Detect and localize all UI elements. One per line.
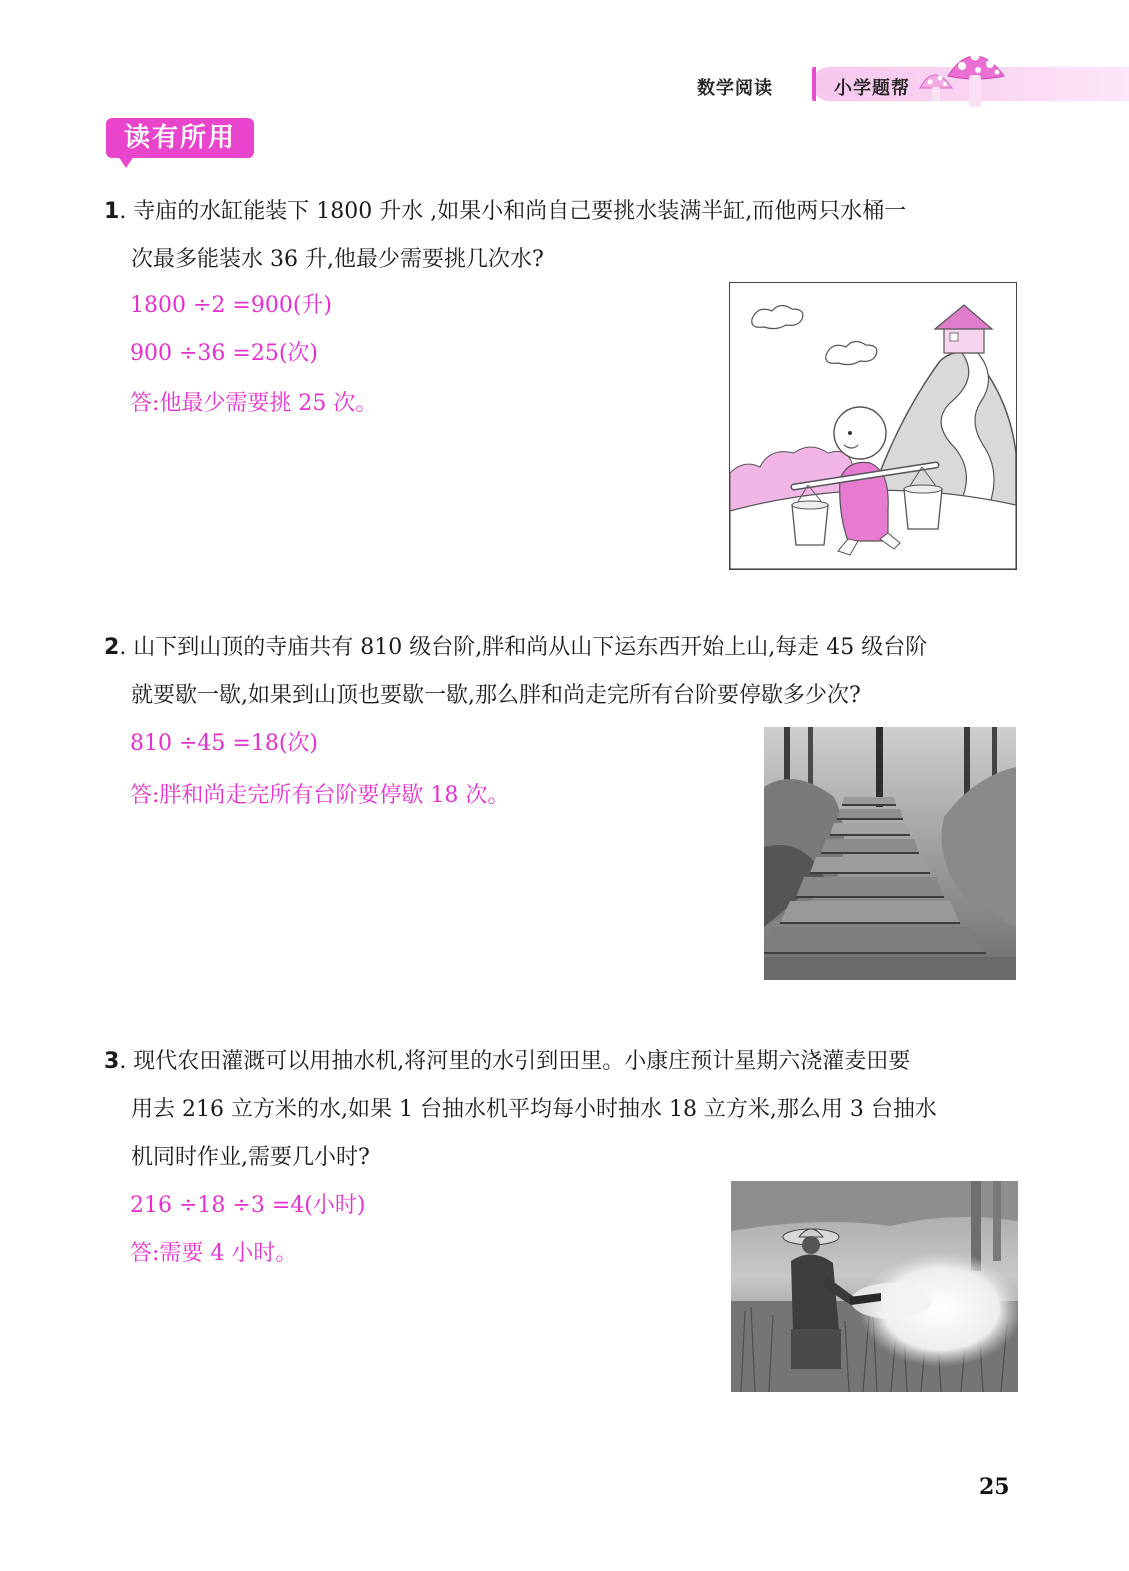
answer-line: 810 ÷45 =18(次) [130, 731, 318, 756]
question-text: 就要歇一歇,如果到山顶也要歇一歇,那么胖和尚走完所有台阶要停歇多少次? [131, 683, 861, 708]
question-2 [104, 624, 1024, 720]
page-number: 25 [979, 1474, 1010, 1500]
mushroom-icon [912, 40, 1012, 112]
question-text: 用去 216 立方米的水,如果 1 台抽水机平均每小时抽水 18 立方米,那么用 3 台抽水 [131, 1097, 937, 1122]
question-number: 2 [104, 635, 120, 660]
question-1 [104, 188, 1024, 284]
section-tab-tail [118, 156, 134, 168]
header-band-edge [812, 67, 816, 101]
section-title: 读有所用 [106, 118, 254, 158]
book-title: 数学阅读 [697, 78, 773, 99]
question-text: 机同时作业,需要几小时? [131, 1145, 370, 1170]
question-3 [104, 1038, 1024, 1182]
question-text: . 寺庙的水缸能装下 1800 升水 ,如果小和尚自己要挑水装满半缸,而他两只水桶一 [119, 199, 907, 224]
farmer-irrigating-photo [731, 1181, 1018, 1392]
answer-line: 答:需要 4 小时。 [130, 1241, 298, 1266]
series-label: 小学题帮 [834, 78, 910, 99]
answer-line: 1800 ÷2 =900(升) [130, 293, 332, 318]
answer-line: 216 ÷18 ÷3 =4(小时) [130, 1193, 366, 1218]
answer-line: 答:他最少需要挑 25 次。 [130, 391, 378, 416]
answer-line: 答:胖和尚走完所有台阶要停歇 18 次。 [130, 783, 510, 808]
question-text: 次最多能装水 36 升,他最少需要挑几次水? [131, 247, 544, 272]
question-number: 3 [104, 1049, 120, 1074]
stone-stairs-photo [764, 727, 1016, 980]
answer-line: 900 ÷36 =25(次) [130, 341, 318, 366]
question-text: . 现代农田灌溉可以用抽水机,将河里的水引到田里。小康庄预计星期六浇灌麦田要 [119, 1049, 911, 1074]
question-text: . 山下到山顶的寺庙共有 810 级台阶,胖和尚从山下运东西开始上山,每走 45 级台阶 [119, 635, 928, 660]
question-number: 1 [104, 199, 120, 224]
monk-carrying-water-illustration [729, 282, 1017, 570]
